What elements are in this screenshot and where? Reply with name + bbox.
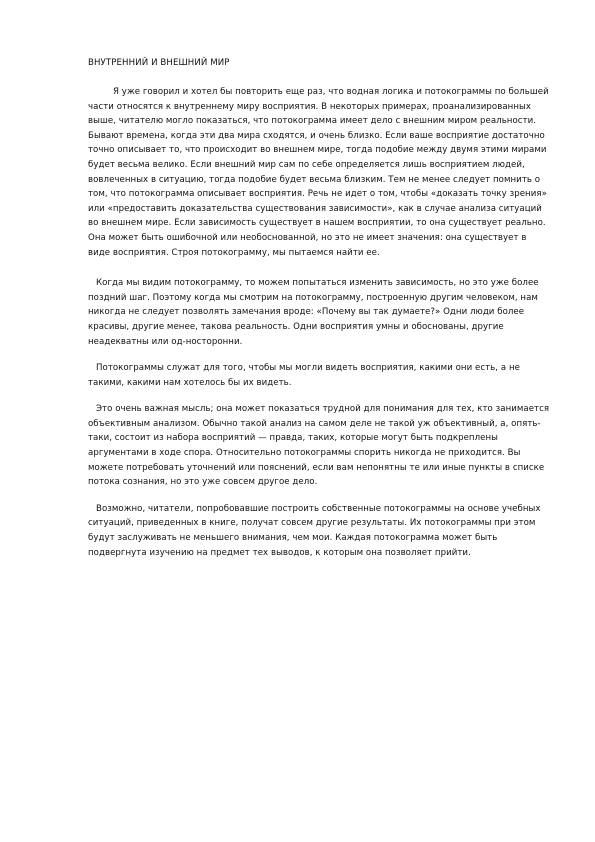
paragraph-5: Возможно, читатели, попробовавшие построить собственные потокограммы на основе учебных ситуаций, приведенных в книге, получат совсем другие результаты. Их потокограммы при этом будут заслуживать не меньшего внимания, чем мои. Каждая потокограмма может быть подвергнута изучению на предмет тех выводов, к которым она позволяет прийти. (88, 503, 541, 558)
paragraph-2: Когда мы видим потокограмму, то можем попытаться изменить зависимость, но это уже более поздний шаг. Поэтому когда мы смотрим на потокограмму, построенную другим человеком, нам никогда не следует позволять замечания вроде: «Почему вы так думаете?» Одни люди более красивы, другие менее, такова реальность. Одни восприятия умны и обоснованы, другие неадекватны или од-носторонни. (88, 278, 539, 347)
paragraph-3: Потокограммы служат для того, чтобы мы могли видеть восприятия, какими они есть, а не такими, какими нам хотелось бы их видеть. (88, 363, 520, 388)
paragraph-1: Я уже говорил и хотел бы повторить еще раз, что водная логика и потокограммы по большей части относятся к внутреннему миру восприятия. В некоторых примерах, проанализированных выше, читателю могло показаться, что потокограмма имеет дело с внешним миром реальности. Бывают времена, когда эти два мира сходятся, и очень близко. Если ваше восприятие достаточно точно описывает то, что происходит во внешнем мире, тогда подобие между двумя этими мирами будет весьма велико. Если внешний мир сам по себе определяется лишь восприятием людей, вовлеченных в ситуацию, тогда подобие будет весьма близким. Тем не менее следует помнить о том, что потокограмма описывает восприятия. Речь не идет о том, чтобы «доказать точку зрения» или «предоставить доказательства существования зависимости», как в случае анализа ситуаций во внешнем мире. Если зависимость существует в нашем восприятии, то она существует реально. Она может быть ошибочной или необоснованной, но это не имеет значения: она существует в виде восприятия. Строя потокограмму, мы пытаемся найти ее. (88, 87, 549, 258)
page-title: ВНУТРЕННИЙ И ВНЕШНИЙ МИР (88, 58, 230, 68)
document-body (88, 58, 550, 572)
paragraph-4: Это очень важная мысль; она может показаться трудной для понимания для тех, кто занимается объективным анализом. Обычно такой анализ на самом деле не такой уж объективный, а, опять-таки, состоит из набора восприятий — правда, таких, которые могут быть подкреплены аргументами в ходе спора. Относительно потокограммы спорить никогда не приходится. Вы можете потребовать уточнений или пояснений, если вам непонятны те или иные пункты в списке потока сознания, но это уже совсем другое дело. (88, 404, 550, 488)
